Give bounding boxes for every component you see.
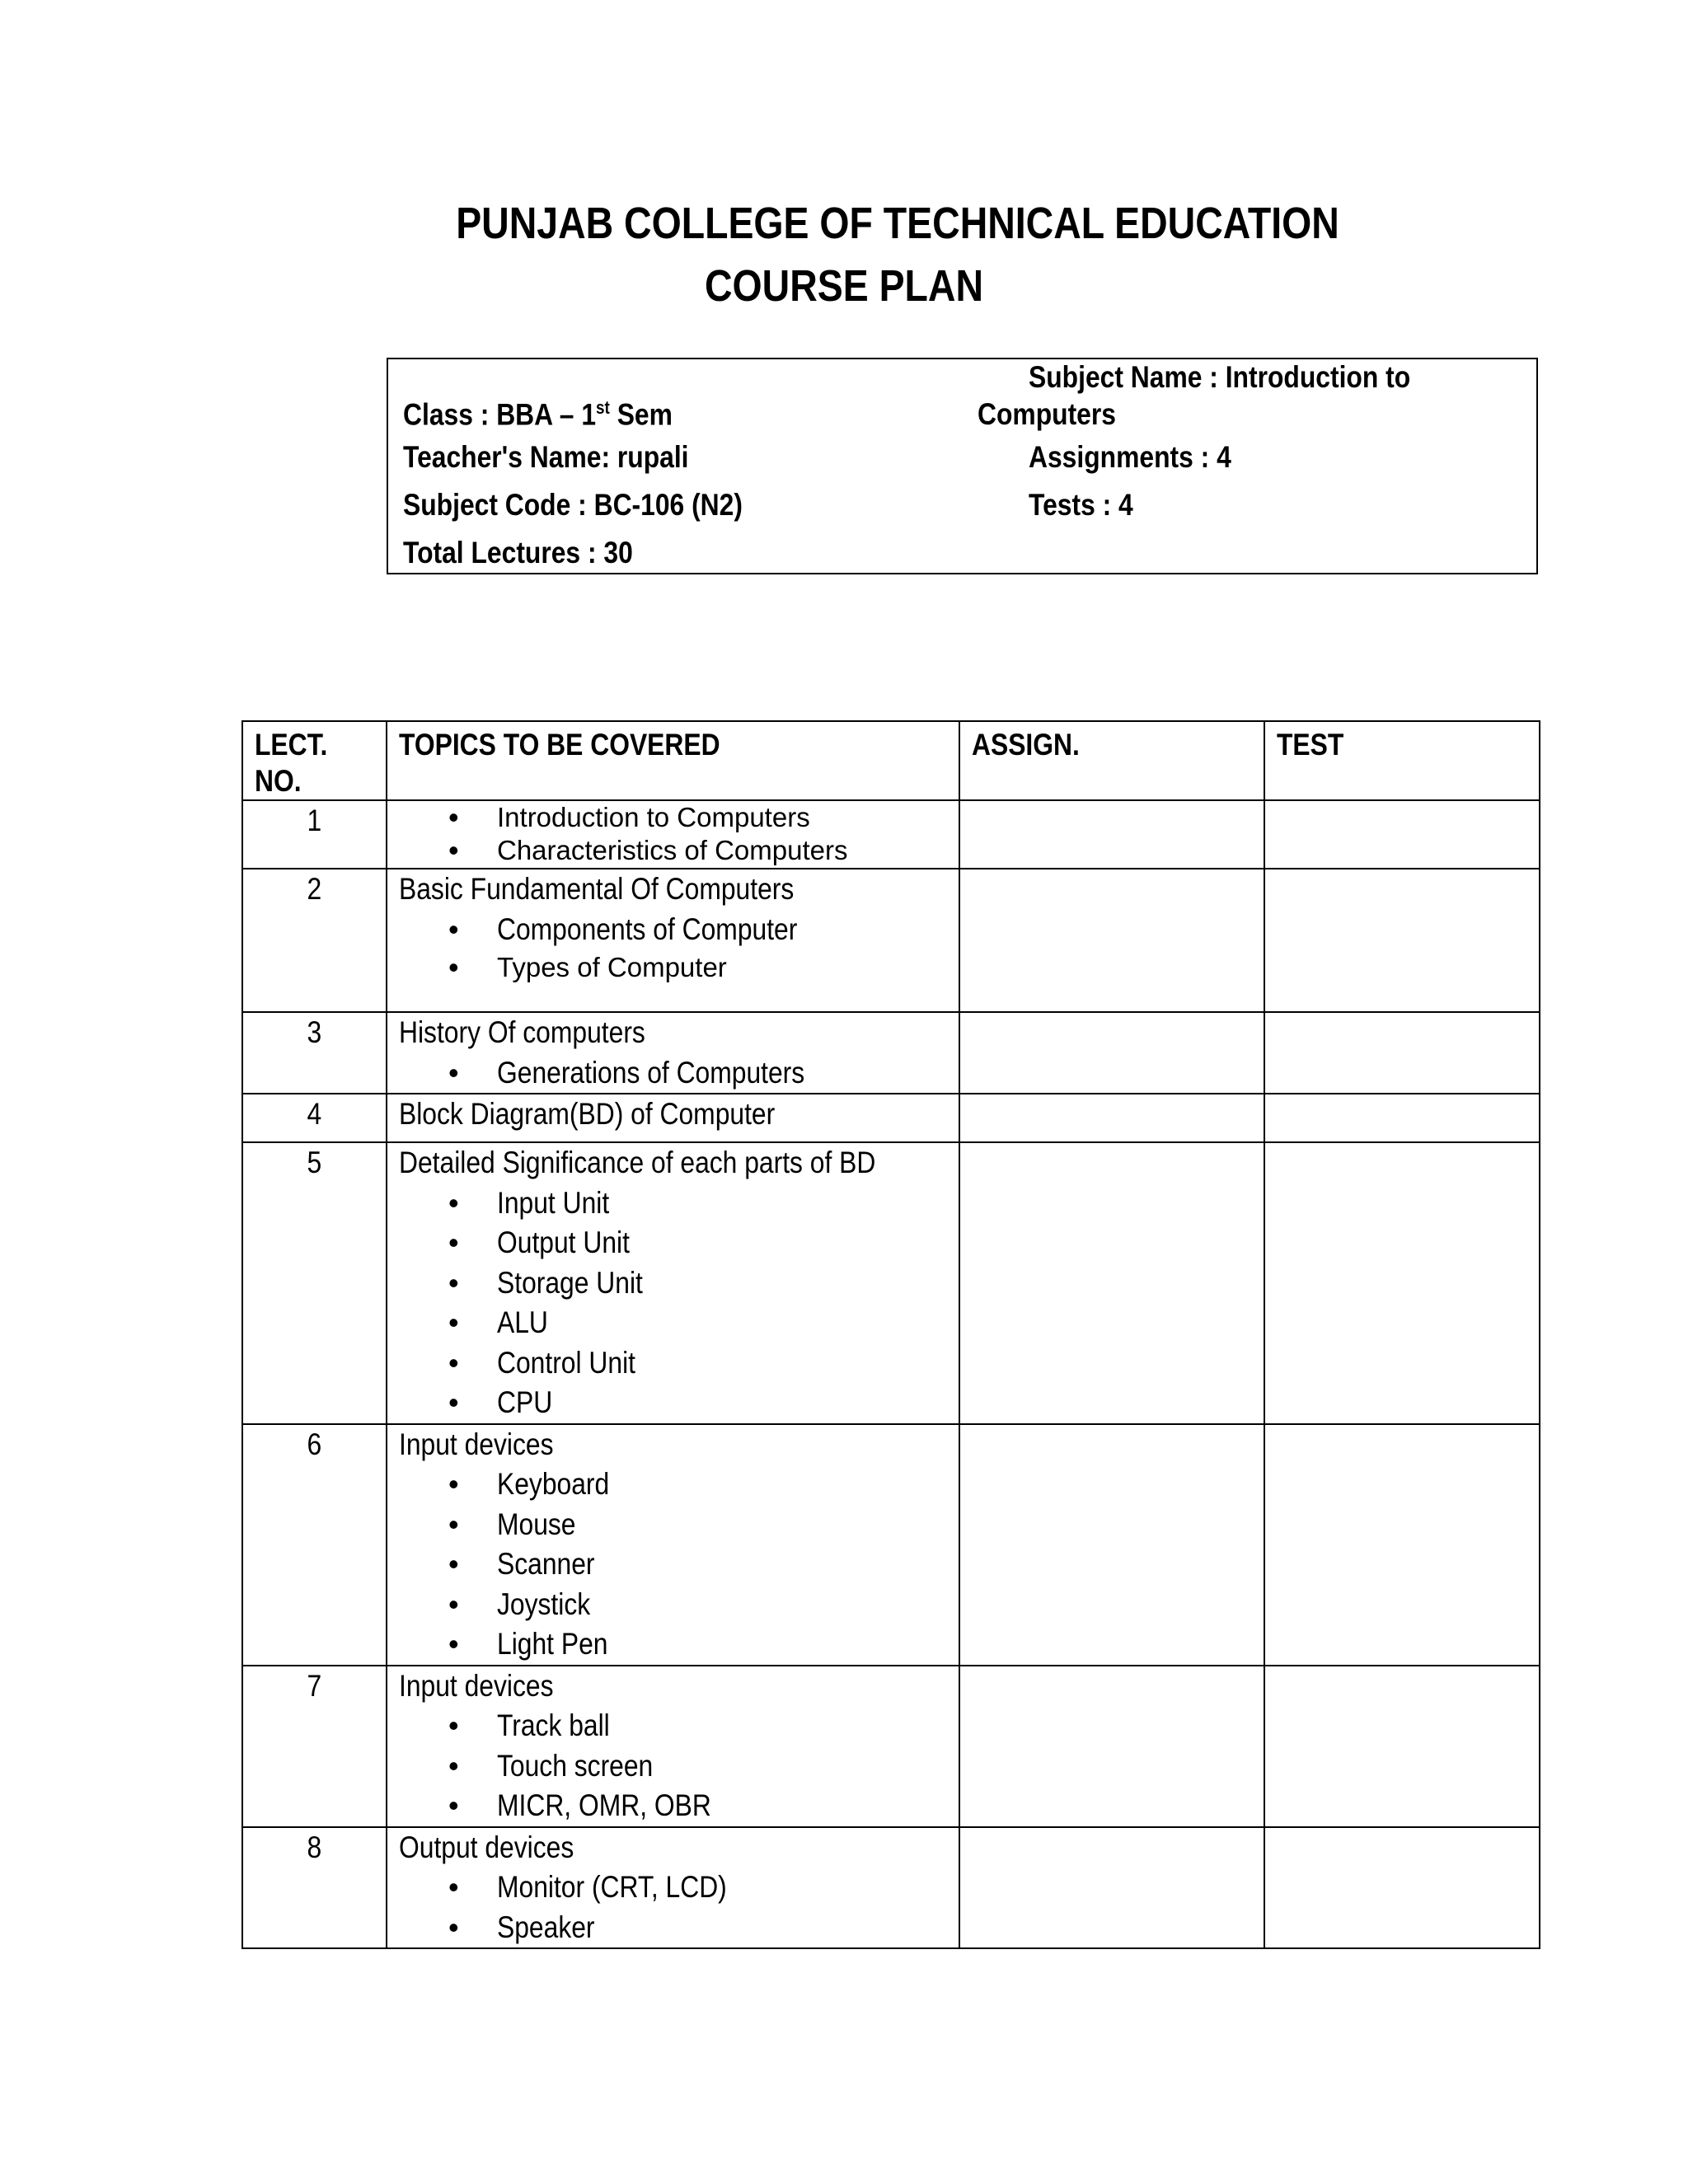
assign-cell <box>959 1424 1264 1666</box>
lecture-number: 1 <box>242 800 387 869</box>
lecture-number: 6 <box>242 1424 387 1666</box>
topic-item: • Generations of Computers <box>399 1053 947 1094</box>
subject-name-continued: Computers <box>978 397 1116 431</box>
topic-list <box>399 1053 947 1094</box>
lecture-number: 7 <box>242 1666 387 1827</box>
topic-item: • ALU <box>399 1303 947 1343</box>
topic-item: • Types of Computer <box>399 949 947 986</box>
topic-item: • Control Unit <box>399 1343 947 1384</box>
topic-heading: Detailed Significance of each parts of BD <box>399 1146 876 1179</box>
assign-cell <box>959 1012 1264 1094</box>
topic-item: • MICR, OMR, OBR <box>399 1786 947 1826</box>
topic-item: • Characteristics of Computers <box>399 834 947 867</box>
lecture-number: 5 <box>242 1142 387 1424</box>
test-cell <box>1264 1827 1540 1949</box>
header-lect-no: LECT. NO. <box>242 721 387 800</box>
table-row <box>242 800 1540 869</box>
lecture-number: 2 <box>242 869 387 1012</box>
topic-list <box>399 801 947 867</box>
table-row <box>242 1827 1540 1949</box>
topics-cell <box>387 1142 959 1424</box>
topic-heading: Output devices <box>399 1830 574 1864</box>
assign-cell <box>959 800 1264 869</box>
assign-cell <box>959 869 1264 1012</box>
topic-item: • Joystick <box>399 1585 947 1625</box>
topic-list <box>399 1183 947 1423</box>
topic-item: • Scanner <box>399 1544 947 1585</box>
course-plan-table <box>241 720 1540 1949</box>
assign-cell <box>959 1142 1264 1424</box>
topic-item: • Output Unit <box>399 1223 947 1263</box>
lecture-number: 3 <box>242 1012 387 1094</box>
topic-item: • Monitor (CRT, LCD) <box>399 1868 947 1908</box>
table-row <box>242 1424 1540 1666</box>
table-row <box>242 869 1540 1012</box>
table-row <box>242 1666 1540 1827</box>
college-name: PUNJAB COLLEGE OF TECHNICAL EDUCATION <box>456 199 1339 248</box>
topic-list <box>399 1868 947 1947</box>
subject-name-field: Subject Name : Introduction to <box>1029 360 1411 394</box>
header-assign: ASSIGN. <box>959 721 1264 800</box>
assign-cell <box>959 1827 1264 1949</box>
lecture-number: 8 <box>242 1827 387 1949</box>
topic-item: • Light Pen <box>399 1624 947 1665</box>
table-row <box>242 1012 1540 1094</box>
test-cell <box>1264 1142 1540 1424</box>
test-cell <box>1264 1094 1540 1142</box>
topic-list <box>399 1465 947 1665</box>
topics-cell <box>387 800 959 869</box>
test-cell <box>1264 1666 1540 1827</box>
tests-field: Tests : 4 <box>1029 488 1133 522</box>
topic-list <box>399 1706 947 1826</box>
test-cell <box>1264 1012 1540 1094</box>
subject-code-field: Subject Code : BC-106 (N2) <box>403 488 743 522</box>
test-cell <box>1264 869 1540 1012</box>
topic-heading: Input devices <box>399 1668 554 1703</box>
table-row <box>242 1142 1540 1424</box>
course-info-box <box>387 358 1538 574</box>
assign-cell <box>959 1666 1264 1827</box>
topic-heading: Block Diagram(BD) of Computer <box>399 1097 776 1131</box>
assign-cell <box>959 1094 1264 1142</box>
topic-item: • Speaker <box>399 1908 947 1948</box>
table-row <box>242 1094 1540 1142</box>
topic-heading: History Of computers <box>399 1015 645 1049</box>
lecture-number: 4 <box>242 1094 387 1142</box>
topic-item: • Components of Computer <box>399 910 947 950</box>
test-cell <box>1264 800 1540 869</box>
document-title: COURSE PLAN <box>704 261 984 311</box>
total-lectures-field: Total Lectures : 30 <box>403 536 633 569</box>
table-header-row <box>242 721 1540 800</box>
topic-item: • Introduction to Computers <box>399 801 947 834</box>
assignments-field: Assignments : 4 <box>1029 440 1231 474</box>
topics-cell <box>387 1827 959 1949</box>
topic-item: • Input Unit <box>399 1183 947 1224</box>
topics-cell <box>387 1094 959 1142</box>
topic-heading: Input devices <box>399 1427 554 1461</box>
topic-item: • Touch screen <box>399 1746 947 1787</box>
teacher-field: Teacher's Name: rupali <box>403 440 689 474</box>
topic-heading: Basic Fundamental Of Computers <box>399 872 795 906</box>
topics-cell <box>387 1424 959 1666</box>
topics-cell <box>387 1666 959 1827</box>
class-field: Class : BBA – 1st Sem <box>403 397 673 432</box>
topic-item: • Mouse <box>399 1505 947 1545</box>
topic-item: • Keyboard <box>399 1465 947 1505</box>
topics-cell <box>387 869 959 1012</box>
topic-item: • Storage Unit <box>399 1263 947 1304</box>
topic-item: • CPU <box>399 1383 947 1423</box>
topics-cell <box>387 1012 959 1094</box>
topic-list <box>399 910 947 987</box>
topic-item: • Track ball <box>399 1706 947 1746</box>
header-topics: TOPICS TO BE COVERED <box>387 721 959 800</box>
test-cell <box>1264 1424 1540 1666</box>
header-test: TEST <box>1264 721 1540 800</box>
